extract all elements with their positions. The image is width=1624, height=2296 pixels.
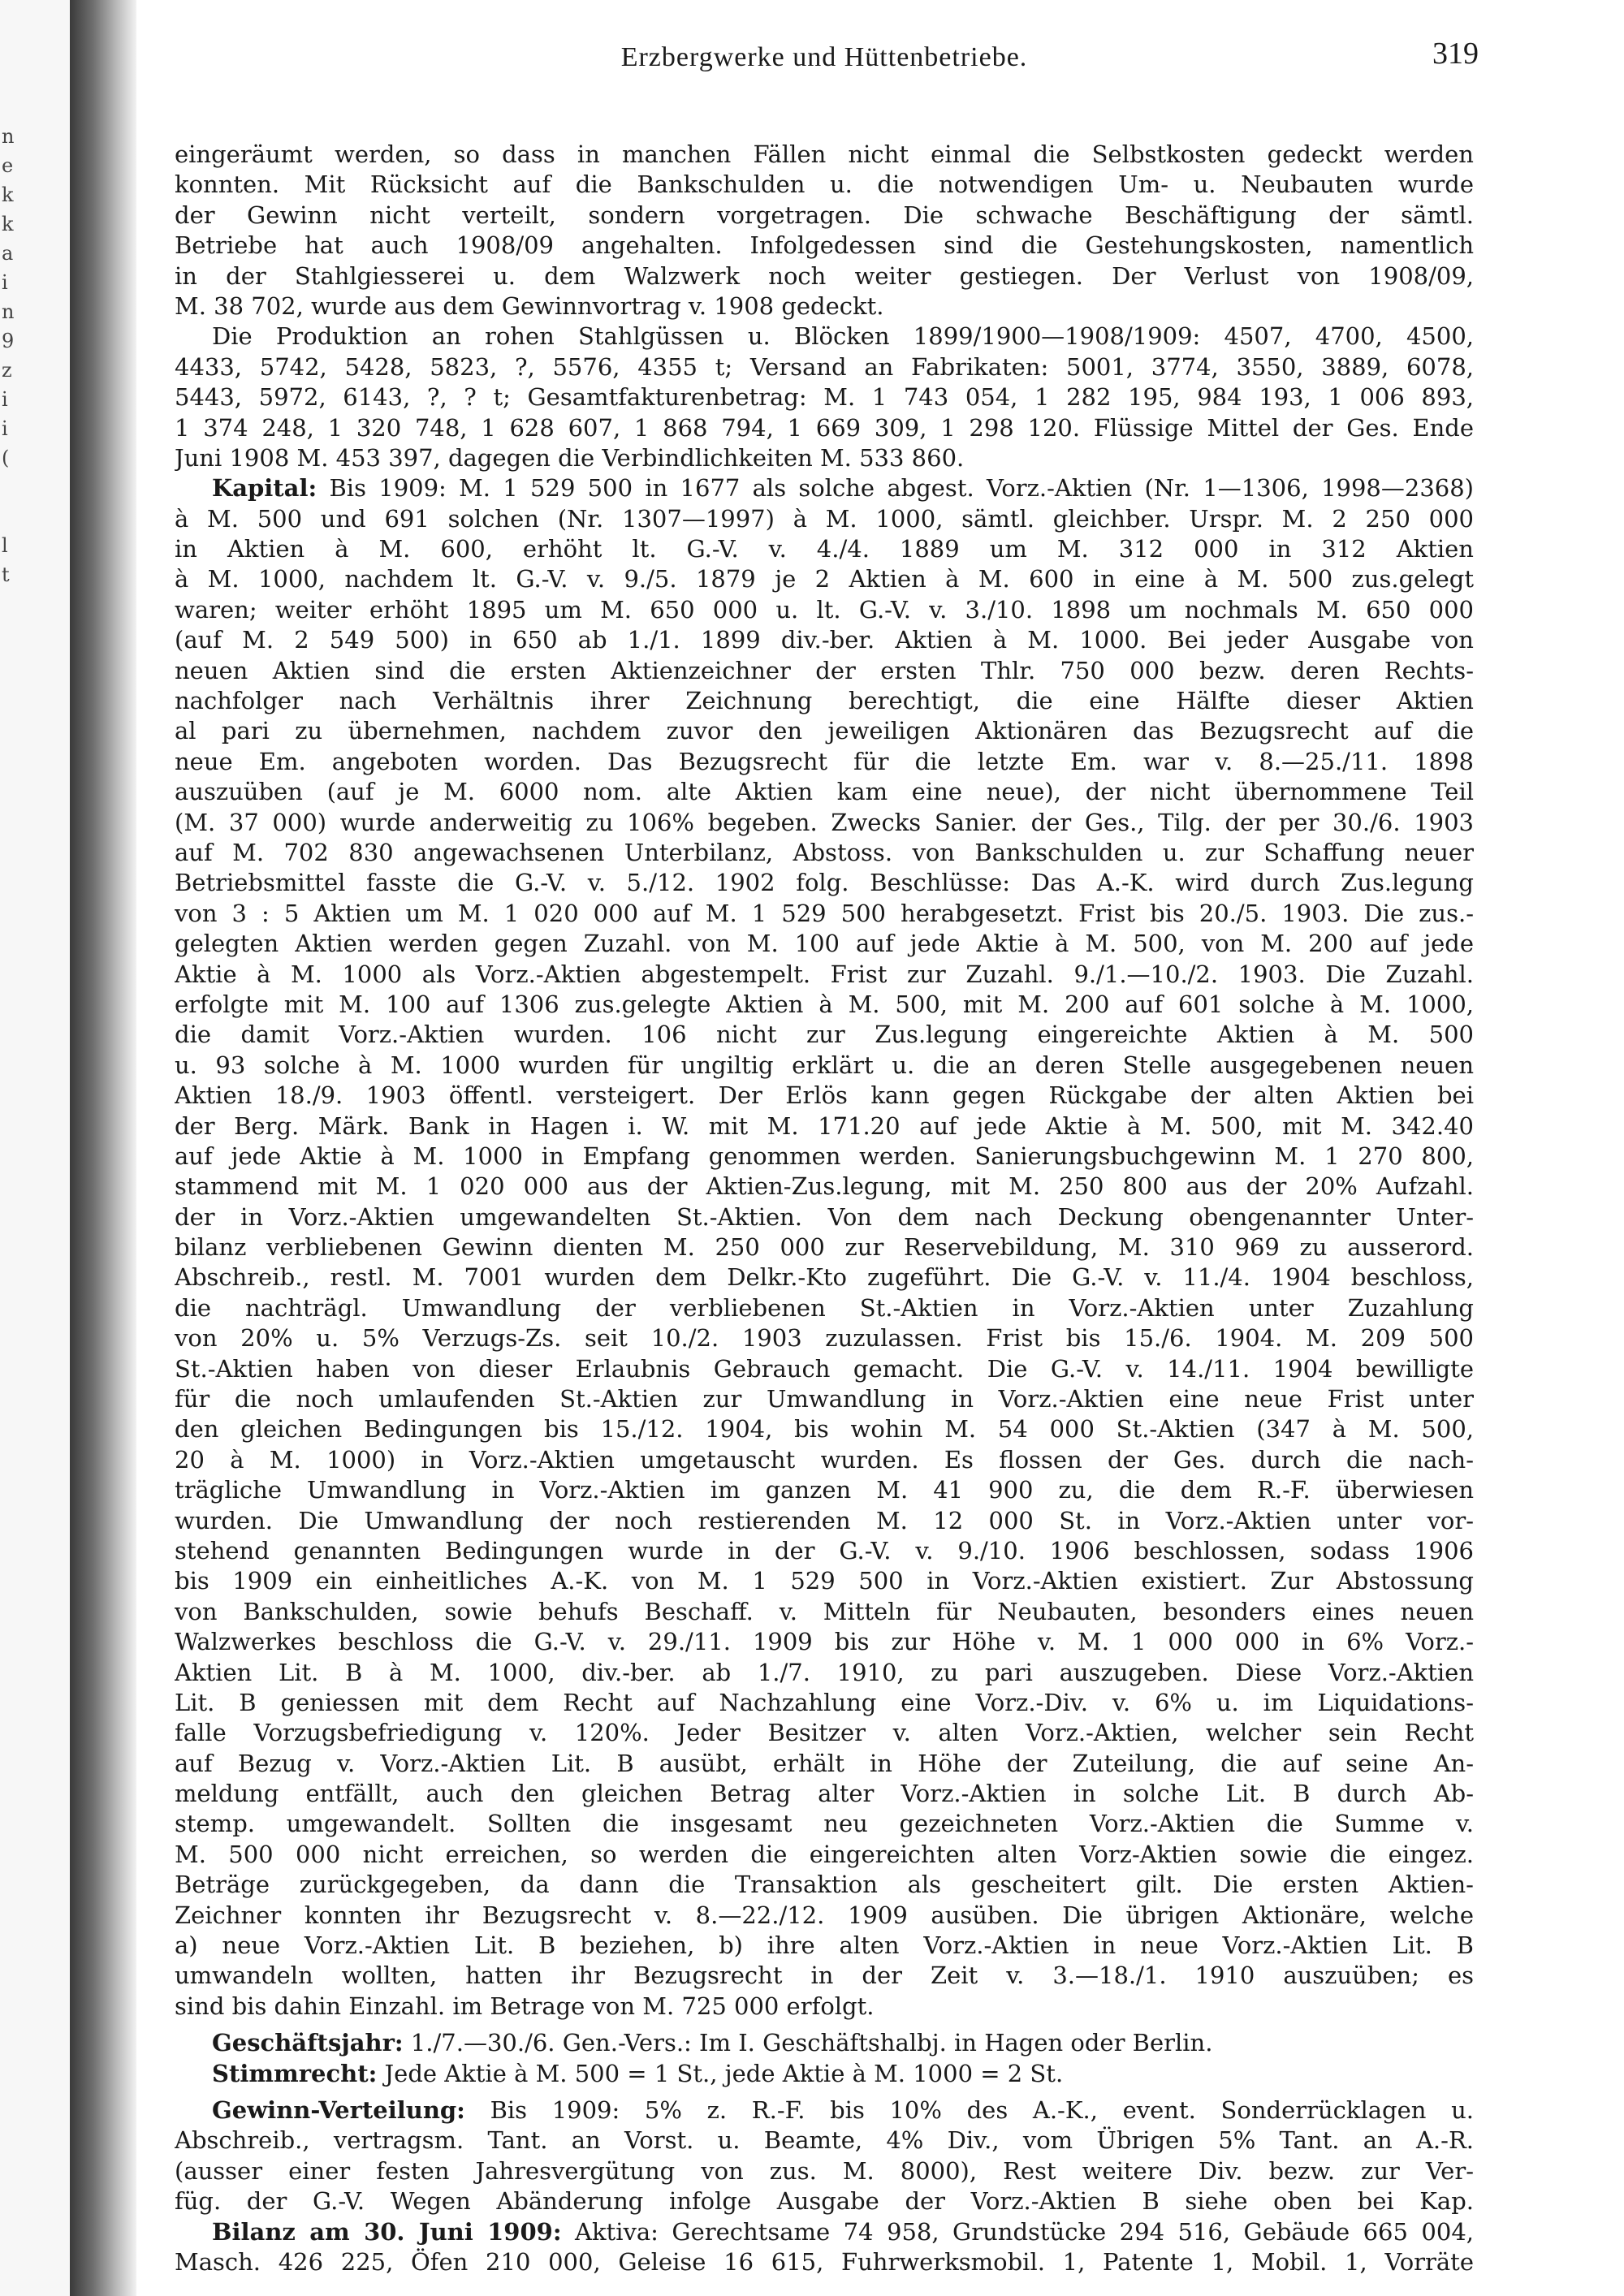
line-text: trägliche Umwandlung in Vorz.-Aktien im ganzen M. 41 900 zu, die dem R.-F. überwiesen [175, 1476, 1474, 1504]
page-number: 319 [1432, 37, 1479, 71]
line-text: à M. 1000, nachdem lt. G.-V. v. 9./5. 1879 je 2 Aktien à M. 600 in eine à M. 500 zus.gelegt [175, 565, 1474, 593]
line-text: M. 38 702, wurde aus dem Gewinnvortrag v. 1908 gedeckt. [175, 291, 884, 320]
line-text: Abschreib., restl. M. 7001 wurden dem Delkr.-Kto zugeführt. Die G.-V. v. 11./4. 1904 beschloss, [175, 1263, 1474, 1292]
text-line [175, 564, 1474, 594]
text-line [175, 382, 1474, 412]
line-text: Bis 1909: 5% z. R.-F. bis 10% des A.-K., event. Sonderrücklagen u. [464, 2096, 1474, 2124]
section-heading: Stimmrecht: [212, 2059, 378, 2087]
line-text: auf M. 702 830 angewachsenen Unterbilanz, Abstoss. von Bankschulden u. zur Schaffung neuer [175, 838, 1474, 866]
text-line [175, 473, 1474, 503]
line-text: Masch. 426 225, Öfen 210 000, Geleise 16 615, Fuhrwerksmobil. 1, Patente 1, Mobil. 1, Vorräte [175, 2247, 1474, 2276]
line-text: 5443, 5972, 6143, ?, ? t; Gesamtfakturenbetrag: M. 1 743 054, 1 282 195, 984 193, 1 006 893, [175, 383, 1474, 412]
text-line [175, 990, 1474, 1020]
line-text: füg. der G.-V. Wegen Abänderung infolge Ausgabe der Vorz.-Aktien B siehe oben bei Kap. [175, 2187, 1474, 2216]
text-line [175, 1323, 1474, 1353]
text-line [175, 1870, 1474, 1900]
line-text: u. 93 solche à M. 1000 wurden für ungiltig erklärt u. die an deren Stelle ausgegebenen neuen [175, 1051, 1474, 1079]
text-line [175, 504, 1474, 534]
text-line [175, 140, 1474, 170]
text-line [175, 1688, 1474, 1718]
line-text: auf Bezug v. Vorz.-Aktien Lit. B ausübt, erhält in Höhe der Zuteilung, die auf seine An- [175, 1749, 1474, 1777]
line-text: Juni 1908 M. 453 397, dagegen die Verbindlichkeiten M. 533 860. [175, 443, 965, 472]
text-line [175, 716, 1474, 746]
line-text: umwandeln wollten, hatten ihr Bezugsrecht in der Zeit v. 3.—18./1. 1910 auszuüben; es [175, 1962, 1474, 1990]
line-text: falle Vorzugsbefriedigung v. 120%. Jeder Besitzer v. alten Vorz.-Aktien, welcher sein Recht [175, 1719, 1474, 1747]
line-text: von 20% u. 5% Verzugs-Zs. seit 10./2. 1903 zuzulassen. Frist bis 15./6. 1904. M. 209 500 [175, 1324, 1474, 1353]
text-line [175, 1809, 1474, 1839]
line-text: in Aktien à M. 600, erhöht lt. G.-V. v. 4./4. 1889 um M. 312 000 in 312 Aktien [175, 535, 1474, 563]
line-text: Aktie à M. 1000 als Vorz.-Aktien abgestempelt. Frist zur Zuzahl. 9./1.—10./2. 1903. Die Zuzahl. [175, 960, 1474, 988]
line-text: 20 à M. 1000) in Vorz.-Aktien umgetauscht wurden. Es flossen der Ges. durch die nach- [175, 1445, 1474, 1474]
text-line [175, 1718, 1474, 1748]
line-text: Zeichner konnten ihr Bezugsrecht v. 8.—22./12. 1909 ausüben. Die übrigen Aktionäre, welche [175, 1901, 1474, 1929]
body-text [175, 140, 1474, 2277]
line-text: Lit. B geniessen mit dem Recht auf Nachzahlung eine Vorz.-Div. v. 6% u. im Liquidations- [175, 1688, 1474, 1716]
text-line [175, 2126, 1474, 2156]
text-line [175, 1901, 1474, 1931]
text-line [175, 1232, 1474, 1262]
line-text: stemp. umgewandelt. Sollten die insgesamt neu gezeichneten Vorz.-Aktien die Summe v. [175, 1810, 1474, 1838]
line-text: von Bankschulden, sowie behufs Beschaff. v. Mitteln für Neubauten, besonders eines neuen [175, 1597, 1474, 1625]
text-line [175, 2028, 1474, 2058]
line-text: Bis 1909: M. 1 529 500 in 1677 als solche abgest. Vorz.-Aktien (Nr. 1—1306, 1998—2368) [317, 474, 1474, 503]
text-line [175, 1749, 1474, 1779]
line-text: eingeräumt werden, so dass in manchen Fällen nicht einmal die Selbstkosten gedeckt werden [175, 140, 1474, 168]
text-line [175, 1202, 1474, 1232]
paragraph-gap [175, 2022, 1474, 2028]
line-text: al pari zu übernehmen, nachdem zuvor den jeweiligen Aktionären das Bezugsrecht auf die [175, 717, 1474, 745]
text-line [175, 1566, 1474, 1596]
line-text: à M. 500 und 691 solchen (Nr. 1307—1997) à M. 1000, sämtl. gleichber. Urspr. M. 2 250 000 [175, 504, 1474, 533]
line-text: der Berg. Märk. Bank in Hagen i. W. mit M. 171.20 auf jede Aktie à M. 500, mit M. 342.40 [175, 1111, 1474, 1140]
line-text: a) neue Vorz.-Aktien Lit. B beziehen, b) ihre alten Vorz.-Aktien in neue Vorz.-Aktien Lit. B [175, 1931, 1474, 1960]
running-title: Erzbergwerke und Hüttenbetriebe. [620, 42, 1028, 72]
line-text: gelegten Aktien werden gegen Zuzahl. von M. 100 auf jede Aktie à M. 500, von M. 200 auf jede [175, 930, 1474, 958]
line-text: Aktien Lit. B à M. 1000, div.-ber. ab 1./7. 1910, zu pari auszugeben. Diese Vorz.-Aktien [175, 1658, 1474, 1686]
line-text: stammend mit M. 1 020 000 aus der Aktien-Zus.legung, mit M. 250 800 aus der 20% Aufzahl. [175, 1172, 1474, 1201]
line-text: Betriebe hat auch 1908/09 angehalten. Infolgedessen sind die Gestehungskosten, namentlich [175, 231, 1474, 260]
line-text: bis 1909 ein einheitliches A.-K. von M. 1 529 500 in Vorz.-Aktien existiert. Zur Abstossung [175, 1567, 1474, 1595]
text-line [175, 1142, 1474, 1172]
line-text: Walzwerkes beschloss die G.-V. v. 29./11. 1909 bis zur Höhe v. M. 1 000 000 in 6% Vorz.- [175, 1628, 1474, 1656]
text-line [175, 1020, 1474, 1050]
line-text: 1 374 248, 1 320 748, 1 628 607, 1 868 794, 1 669 309, 1 298 120. Flüssige Mittel der Ges. Ende [175, 413, 1474, 442]
text-line [175, 625, 1474, 655]
line-text: den gleichen Bedingungen bis 15./12. 1904, bis wohin M. 54 000 St.-Aktien (347 à M. 500, [175, 1415, 1474, 1444]
text-line [175, 1961, 1474, 1991]
text-line [175, 960, 1474, 990]
text-line [175, 838, 1474, 868]
section-heading: Geschäftsjahr: [212, 2029, 404, 2057]
line-text: Jede Aktie à M. 500 = 1 St., jede Aktie à M. 1000 = 2 St. [377, 2059, 1064, 2087]
text-line [175, 899, 1474, 929]
line-text: waren; weiter erhöht 1895 um M. 650 000 u. lt. G.-V. v. 3./10. 1898 um nochmals M. 650 000 [175, 595, 1474, 624]
text-line [175, 291, 1474, 322]
text-line [175, 1992, 1474, 2022]
text-line [175, 322, 1474, 352]
text-line [175, 443, 1474, 473]
text-line [175, 261, 1474, 291]
text-line [175, 2217, 1474, 2247]
text-line [175, 747, 1474, 777]
line-text: von 3 : 5 Aktien um M. 1 020 000 auf M. 1 529 500 herabgesetzt. Frist bis 20./5. 1903. Die zus.- [175, 899, 1474, 927]
line-text: der Gewinn nicht verteilt, sondern vorgetragen. Die schwache Beschäftigung der sämtl. [175, 201, 1474, 229]
line-text: stehend genannten Bedingungen wurde in der G.-V. v. 9./10. 1906 beschlossen, sodass 1906 [175, 1536, 1474, 1564]
section-heading: Gewinn-Verteilung: [212, 2096, 465, 2124]
text-line [175, 686, 1474, 716]
line-text: die damit Vorz.-Aktien wurden. 106 nicht zur Zus.legung eingereichte Aktien à M. 500 [175, 1021, 1474, 1049]
document-page [175, 32, 1479, 2277]
line-text: auf jede Aktie à M. 1000 in Empfang genommen werden. Sanierungsbuchgewinn M. 1 270 800, [175, 1142, 1474, 1170]
text-line [175, 2095, 1474, 2126]
text-line [175, 2059, 1474, 2089]
text-line [175, 1840, 1474, 1870]
line-text: 1./7.—30./6. Gen.-Vers.: Im I. Geschäftshalbj. in Hagen oder Berlin. [403, 2029, 1213, 2057]
text-line [175, 1414, 1474, 1444]
line-text: erfolgte mit M. 100 auf 1306 zus.gelegte Aktien à M. 500, mit M. 200 auf 601 solche à M. 1000, [175, 990, 1474, 1018]
line-text: in der Stahlgiesserei u. dem Walzwerk noch weiter gestiegen. Der Verlust von 1908/09, [175, 261, 1474, 290]
text-line [175, 2156, 1474, 2186]
line-text: wurden. Die Umwandlung der noch restierenden M. 12 000 St. in Vorz.-Aktien unter vor- [175, 1506, 1474, 1534]
line-text: auszuüben (auf je M. 6000 nom. alte Aktien kam eine neue), der nicht übernommene Teil [175, 778, 1474, 806]
text-line [175, 1627, 1474, 1657]
text-line [175, 1597, 1474, 1627]
line-text: nachfolger nach Verhältnis ihrer Zeichnung berechtigt, die eine Hälfte dieser Aktien [175, 687, 1474, 715]
text-line [175, 1384, 1474, 1414]
line-text: der in Vorz.-Aktien umgewandelten St.-Aktien. Von dem nach Deckung obengenannter Unter- [175, 1202, 1474, 1231]
line-text: für die noch umlaufenden St.-Aktien zur Umwandlung in Vorz.-Aktien eine neue Frist unter [175, 1385, 1474, 1413]
text-line [175, 2247, 1474, 2277]
text-line [175, 170, 1474, 200]
paragraph-gap [175, 2089, 1474, 2095]
text-line [175, 1081, 1474, 1111]
text-line [175, 1293, 1474, 1323]
line-text: St.-Aktien haben von dieser Erlaubnis Gebrauch gemacht. Die G.-V. v. 14./11. 1904 bewilligte [175, 1354, 1474, 1383]
line-text: Aktien 18./9. 1903 öffentl. versteigert. Der Erlös kann gegen Rückgabe der alten Aktien bei [175, 1081, 1474, 1110]
line-text: bilanz verbliebenen Gewinn dienten M. 250 000 zur Reservebildung, M. 310 969 zu ausserord. [175, 1233, 1474, 1262]
text-line [175, 2186, 1474, 2216]
text-line [175, 1779, 1474, 1809]
text-line [175, 1475, 1474, 1505]
line-text: neuen Aktien sind die ersten Aktienzeichner der ersten Thlr. 750 000 bezw. deren Rechts- [175, 656, 1474, 684]
text-line [175, 534, 1474, 564]
text-line [175, 1658, 1474, 1688]
text-line [175, 1536, 1474, 1566]
text-line [175, 1506, 1474, 1536]
line-text: meldung entfällt, auch den gleichen Betrag alter Vorz.-Aktien in solche Lit. B durch Ab- [175, 1780, 1474, 1808]
text-line [175, 413, 1474, 443]
line-text: die nachträgl. Umwandlung der verbliebenen St.-Aktien in Vorz.-Aktien unter Zuzahlung [175, 1293, 1474, 1322]
line-text: 4433, 5742, 5428, 5823, ?, 5576, 4355 t; Versand an Fabrikaten: 5001, 3774, 3550, 3889, 6078, [175, 352, 1474, 381]
text-line [175, 1172, 1474, 1202]
line-text: Aktiva: Gerechtsame 74 958, Grundstücke 294 516, Gebäude 665 004, [561, 2217, 1474, 2246]
text-line [175, 352, 1474, 382]
text-line [175, 1111, 1474, 1142]
text-line [175, 231, 1474, 261]
section-heading: Kapital: [212, 474, 317, 503]
text-line [175, 1445, 1474, 1475]
text-line [175, 1354, 1474, 1384]
line-text: konnten. Mit Rücksicht auf die Bankschulden u. die notwendigen Um- u. Neubauten wurde [175, 170, 1474, 199]
line-text: (M. 37 000) wurde anderweitig zu 106% begeben. Zwecks Sanier. der Ges., Tilg. der per 30./6. 1903 [175, 808, 1474, 836]
text-line [175, 201, 1474, 231]
line-text: sind bis dahin Einzahl. im Betrage von M. 725 000 erfolgt. [175, 1992, 875, 2020]
text-line [175, 595, 1474, 625]
line-text: neue Em. angeboten worden. Das Bezugsrecht für die letzte Em. war v. 8.—25./11. 1898 [175, 747, 1474, 775]
line-text: (auf M. 2 549 500) in 650 ab 1./1. 1899 div.-ber. Aktien à M. 1000. Bei jeder Ausgabe von [175, 626, 1474, 654]
line-text: (ausser einer festen Jahresvergütung von zus. M. 8000), Rest weitere Div. bezw. zur Ver- [175, 2156, 1474, 2185]
text-line [175, 1262, 1474, 1293]
line-text: Betriebsmittel fasste die G.-V. v. 5./12. 1902 folg. Beschlüsse: Das A.-K. wird durch Zus.legung [175, 869, 1474, 897]
section-heading: Bilanz am 30. Juni 1909: [212, 2217, 562, 2246]
line-text: Beträge zurückgegeben, da dann die Transaktion als gescheitert gilt. Die ersten Aktien- [175, 1871, 1474, 1899]
text-line [175, 777, 1474, 807]
adjacent-page-fragment: n e k k a i n 9 z i i ( l t [2, 125, 15, 586]
text-line [175, 1931, 1474, 1961]
line-text: Abschreib., vertragsm. Tant. an Vorst. u. Beamte, 4% Div., vom Übrigen 5% Tant. an A.-R. [175, 2126, 1474, 2155]
text-line [175, 868, 1474, 898]
page-header [175, 32, 1479, 81]
text-line [175, 929, 1474, 959]
line-text: M. 500 000 nicht erreichen, so werden die eingereichten alten Vorz-Aktien sowie die eingez. [175, 1840, 1474, 1868]
text-line [175, 808, 1474, 838]
text-line [175, 656, 1474, 686]
text-line [175, 1051, 1474, 1081]
line-text: Die Produktion an rohen Stahlgüssen u. Blöcken 1899/1900—1908/1909: 4507, 4700, 4500, [212, 322, 1474, 351]
binding-shadow [70, 0, 136, 2296]
